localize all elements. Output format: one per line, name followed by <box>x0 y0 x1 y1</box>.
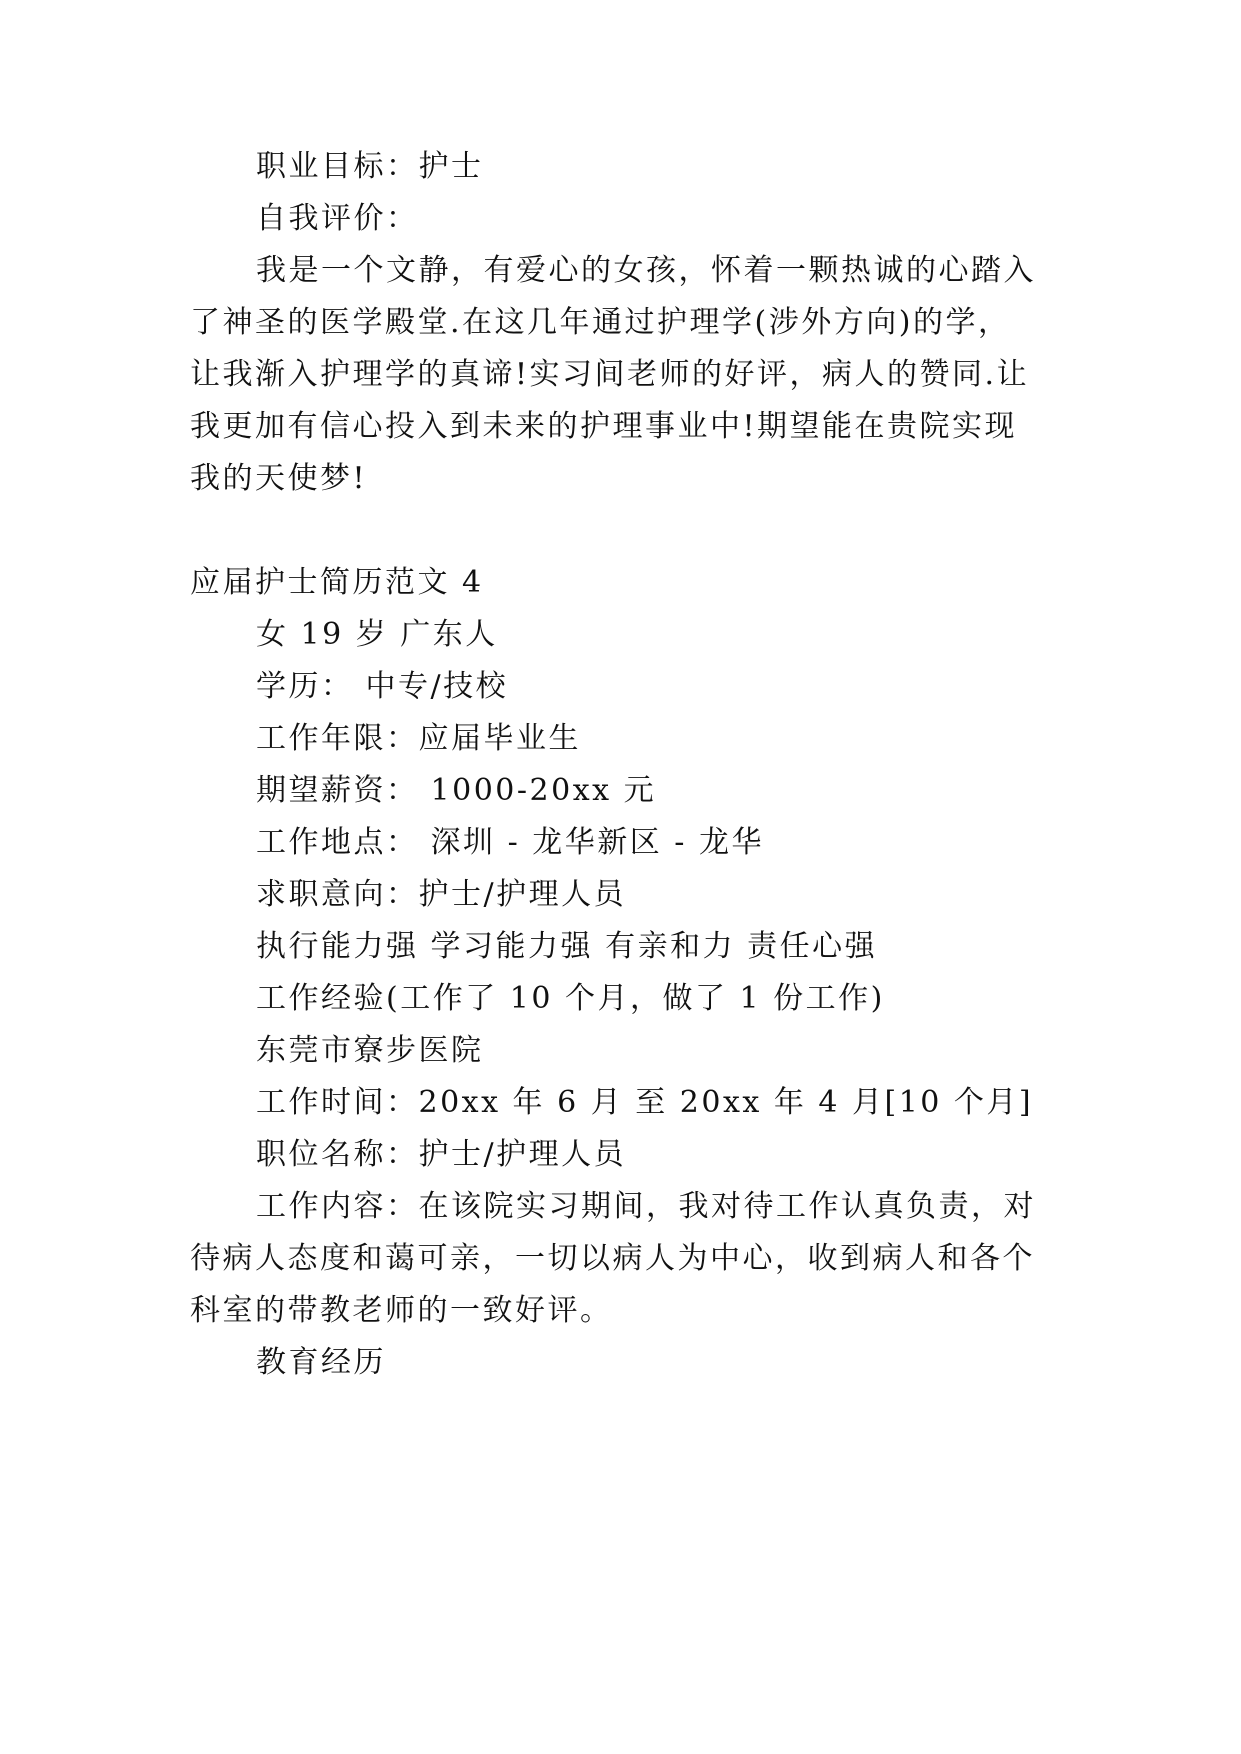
job-intention: 求职意向：护士/护理人员 <box>256 877 627 912</box>
duties-line: 工作内容：在该院实习期间，我对待工作认真负责，对 <box>256 1189 1036 1224</box>
duties-line: 待病人态度和蔼可亲，一切以病人为中心，收到病人和各个 <box>190 1241 1035 1276</box>
work-years: 工作年限：应届毕业生 <box>256 721 581 756</box>
education-heading: 教育经历 <box>256 1345 386 1380</box>
section-title: 应届护士简历范文 4 <box>190 565 484 600</box>
education-level: 学历： 中专/技校 <box>256 669 509 704</box>
career-goal: 职业目标：护士 <box>256 149 484 184</box>
strengths: 执行能力强 学习能力强 有亲和力 责任心强 <box>256 929 878 964</box>
duties-line: 科室的带教老师的一致好评。 <box>190 1293 613 1328</box>
work-location: 工作地点： 深圳 - 龙华新区 - 龙华 <box>256 825 764 860</box>
self-evaluation-line: 了神圣的医学殿堂.在这几年通过护理学(涉外方向)的学， <box>190 305 1011 340</box>
position: 职位名称：护士/护理人员 <box>256 1137 627 1172</box>
experience-summary: 工作经验(工作了 10 个月，做了 1 份工作) <box>256 981 885 1016</box>
self-evaluation-line: 我的天使梦! <box>190 461 368 496</box>
work-period: 工作时间：20xx 年 6 月 至 20xx 年 4 月[10 个月] <box>256 1085 1034 1120</box>
self-evaluation-line: 我更加有信心投入到未来的护理事业中!期望能在贵院实现 <box>190 409 1018 444</box>
self-evaluation-line: 我是一个文静，有爱心的女孩，怀着一颗热诚的心踏入 <box>256 253 1036 288</box>
basic-info: 女 19 岁 广东人 <box>256 617 498 652</box>
employer: 东莞市寮步医院 <box>256 1033 484 1068</box>
expected-salary: 期望薪资： 1000-20xx 元 <box>256 773 657 808</box>
self-evaluation-label: 自我评价： <box>256 201 419 236</box>
self-evaluation-line: 让我渐入护理学的真谛!实习间老师的好评，病人的赞同.让 <box>190 357 1030 392</box>
